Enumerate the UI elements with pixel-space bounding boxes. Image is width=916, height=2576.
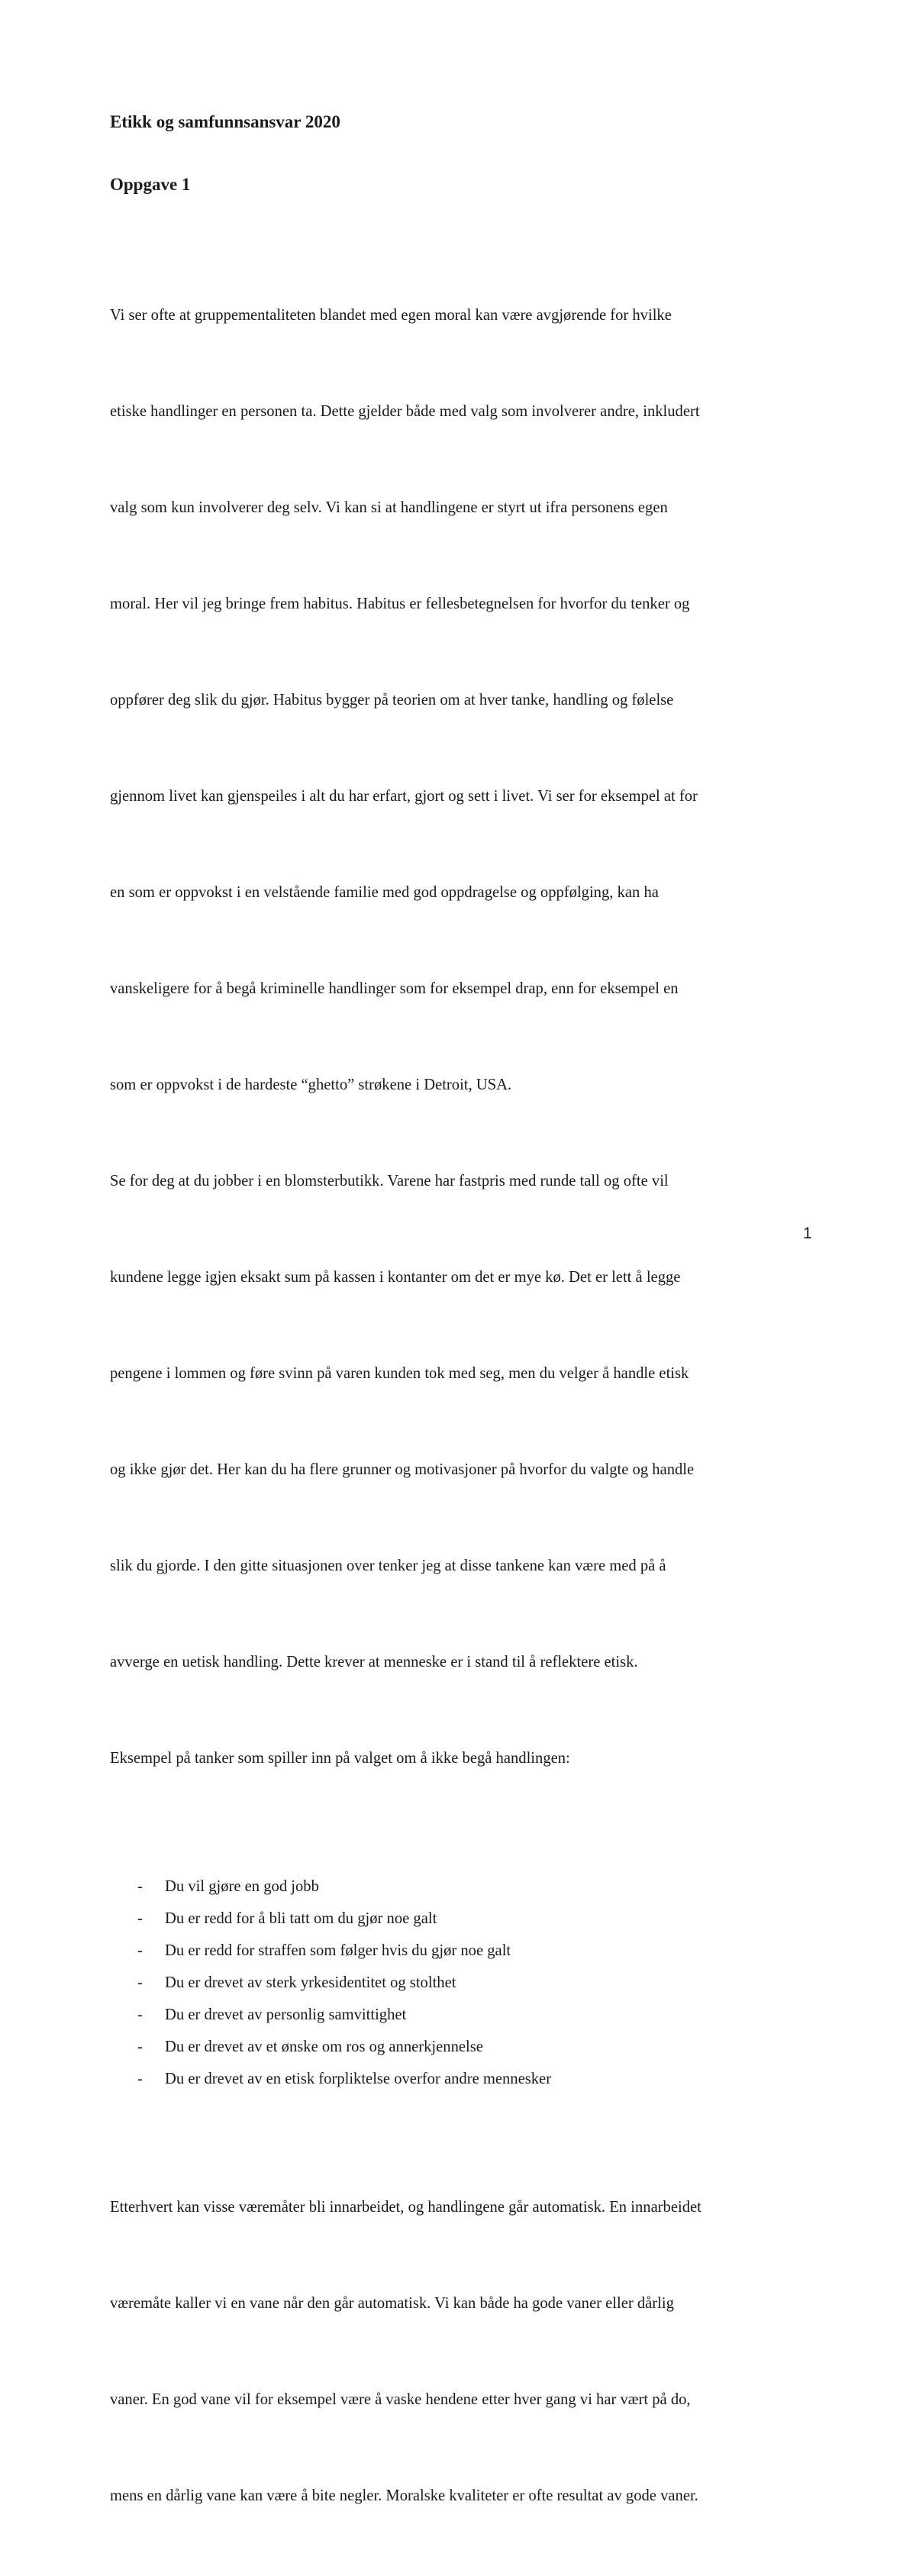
page-number: 1 <box>803 1225 812 1242</box>
bullet-dash: - <box>137 1974 143 1991</box>
paragraph-line: pengene i lommen og føre svinn på varen kunden tok med seg, men du velger å handle etisk <box>110 1365 689 1382</box>
paragraph-2 <box>110 2127 812 2576</box>
page-content <box>110 108 812 2576</box>
list-item-text: Du er drevet av en etisk forpliktelse overfor andre mennesker <box>165 2071 552 2087</box>
paragraph-line: vanskeligere for å begå kriminelle handlinger som for eksempel drap, enn for eksempel en <box>110 980 679 997</box>
list-item-text: Du vil gjøre en god jobb <box>165 1878 319 1895</box>
paragraph-line: oppfører deg slik du gjør. Habitus bygger på teorien om at hver tanke, handling og følelse <box>110 692 674 709</box>
list-item <box>110 2063 812 2095</box>
paragraph-line: avverge en uetisk handling. Dette krever at menneske er i stand til å reflektere etisk. <box>110 1654 638 1671</box>
paragraph-line: vaner. En god vane vil for eksempel være å vaske hendene etter hver gang vi har vært på do, <box>110 2391 691 2408</box>
list-item-text: Du er redd for straffen som følger hvis du gjør noe galt <box>165 1942 511 1959</box>
bullet-dash: - <box>137 2039 143 2055</box>
list-item <box>110 1999 812 2031</box>
paragraph-line: kundene legge igjen eksakt sum på kassen i kontanter om det er mye kø. Det er lett å legge <box>110 1269 681 1286</box>
paragraph-line: væremåte kaller vi en vane når den går automatisk. Vi kan både ha gode vaner eller dårlig <box>110 2295 674 2312</box>
paragraph-line: en som er oppvokst i en velstående familie med god oppdragelse og oppfølging, kan ha <box>110 884 659 901</box>
list-item-text: Du er drevet av sterk yrkesidentitet og stolthet <box>165 1974 456 1991</box>
list-item-text: Du er redd for å bli tatt om du gjør noe galt <box>165 1910 437 1927</box>
bullet-dash: - <box>137 2006 143 2023</box>
list-item <box>110 2031 812 2063</box>
paragraph-line: Se for deg at du jobber i en blomsterbutikk. Varene har fastpris med runde tall og ofte vil <box>110 1173 669 1190</box>
paragraph-line: gjennom livet kan gjenspeiles i alt du har erfart, gjort og sett i livet. Vi ser for eksempel at for <box>110 788 698 805</box>
bullet-dash: - <box>137 1910 143 1927</box>
list-item <box>110 1935 812 1967</box>
list-item-text: Du er drevet av et ønske om ros og annerkjennelse <box>165 2039 483 2055</box>
paragraph-line: slik du gjorde. I den gitte situasjonen over tenker jeg at disse tankene kan være med på å <box>110 1558 666 1574</box>
paragraph-line: moral. Her vil jeg bringe frem habitus. Habitus er fellesbetegnelsen for hvorfor du tenker og <box>110 596 690 612</box>
list-item <box>110 1871 812 1903</box>
bullet-dash: - <box>137 2071 143 2087</box>
paragraph-line: etiske handlinger en personen ta. Dette gjelder både med valg som involverer andre, inkludert <box>110 403 700 420</box>
paragraph-line: Vi ser ofte at gruppementaliteten blandet med egen moral kan være avgjørende for hvilke <box>110 307 672 324</box>
paragraph-line: og ikke gjør det. Her kan du ha flere grunner og motivasjoner på hvorfor du valgte og handle <box>110 1461 695 1478</box>
section-heading: Oppgave 1 <box>110 175 191 194</box>
bullet-dash: - <box>137 1878 143 1895</box>
bullet-dash: - <box>137 1942 143 1959</box>
bullet-list <box>110 1871 812 2095</box>
paragraph-line: Etterhvert kan visse væremåter bli innarbeidet, og handlingene går automatisk. En innarbeidet <box>110 2199 702 2216</box>
paragraph-line: valg som kun involverer deg selv. Vi kan si at handlingene er styrt ut ifra personens egen <box>110 499 668 516</box>
list-item-text: Du er drevet av personlig samvittighet <box>165 2006 407 2023</box>
document-title: Etikk og samfunnsansvar 2020 <box>110 112 340 131</box>
list-item <box>110 1903 812 1935</box>
paragraph-1 <box>110 235 812 1838</box>
paragraph-line: som er oppvokst i de hardeste “ghetto” strøkene i Detroit, USA. <box>110 1077 512 1093</box>
paragraph-line: Eksempel på tanker som spiller inn på valget om å ikke begå handlingen: <box>110 1750 570 1767</box>
list-item <box>110 1967 812 1999</box>
paragraph-line: mens en dårlig vane kan være å bite negler. Moralske kvaliteter er ofte resultat av gode vaner. <box>110 2487 698 2504</box>
